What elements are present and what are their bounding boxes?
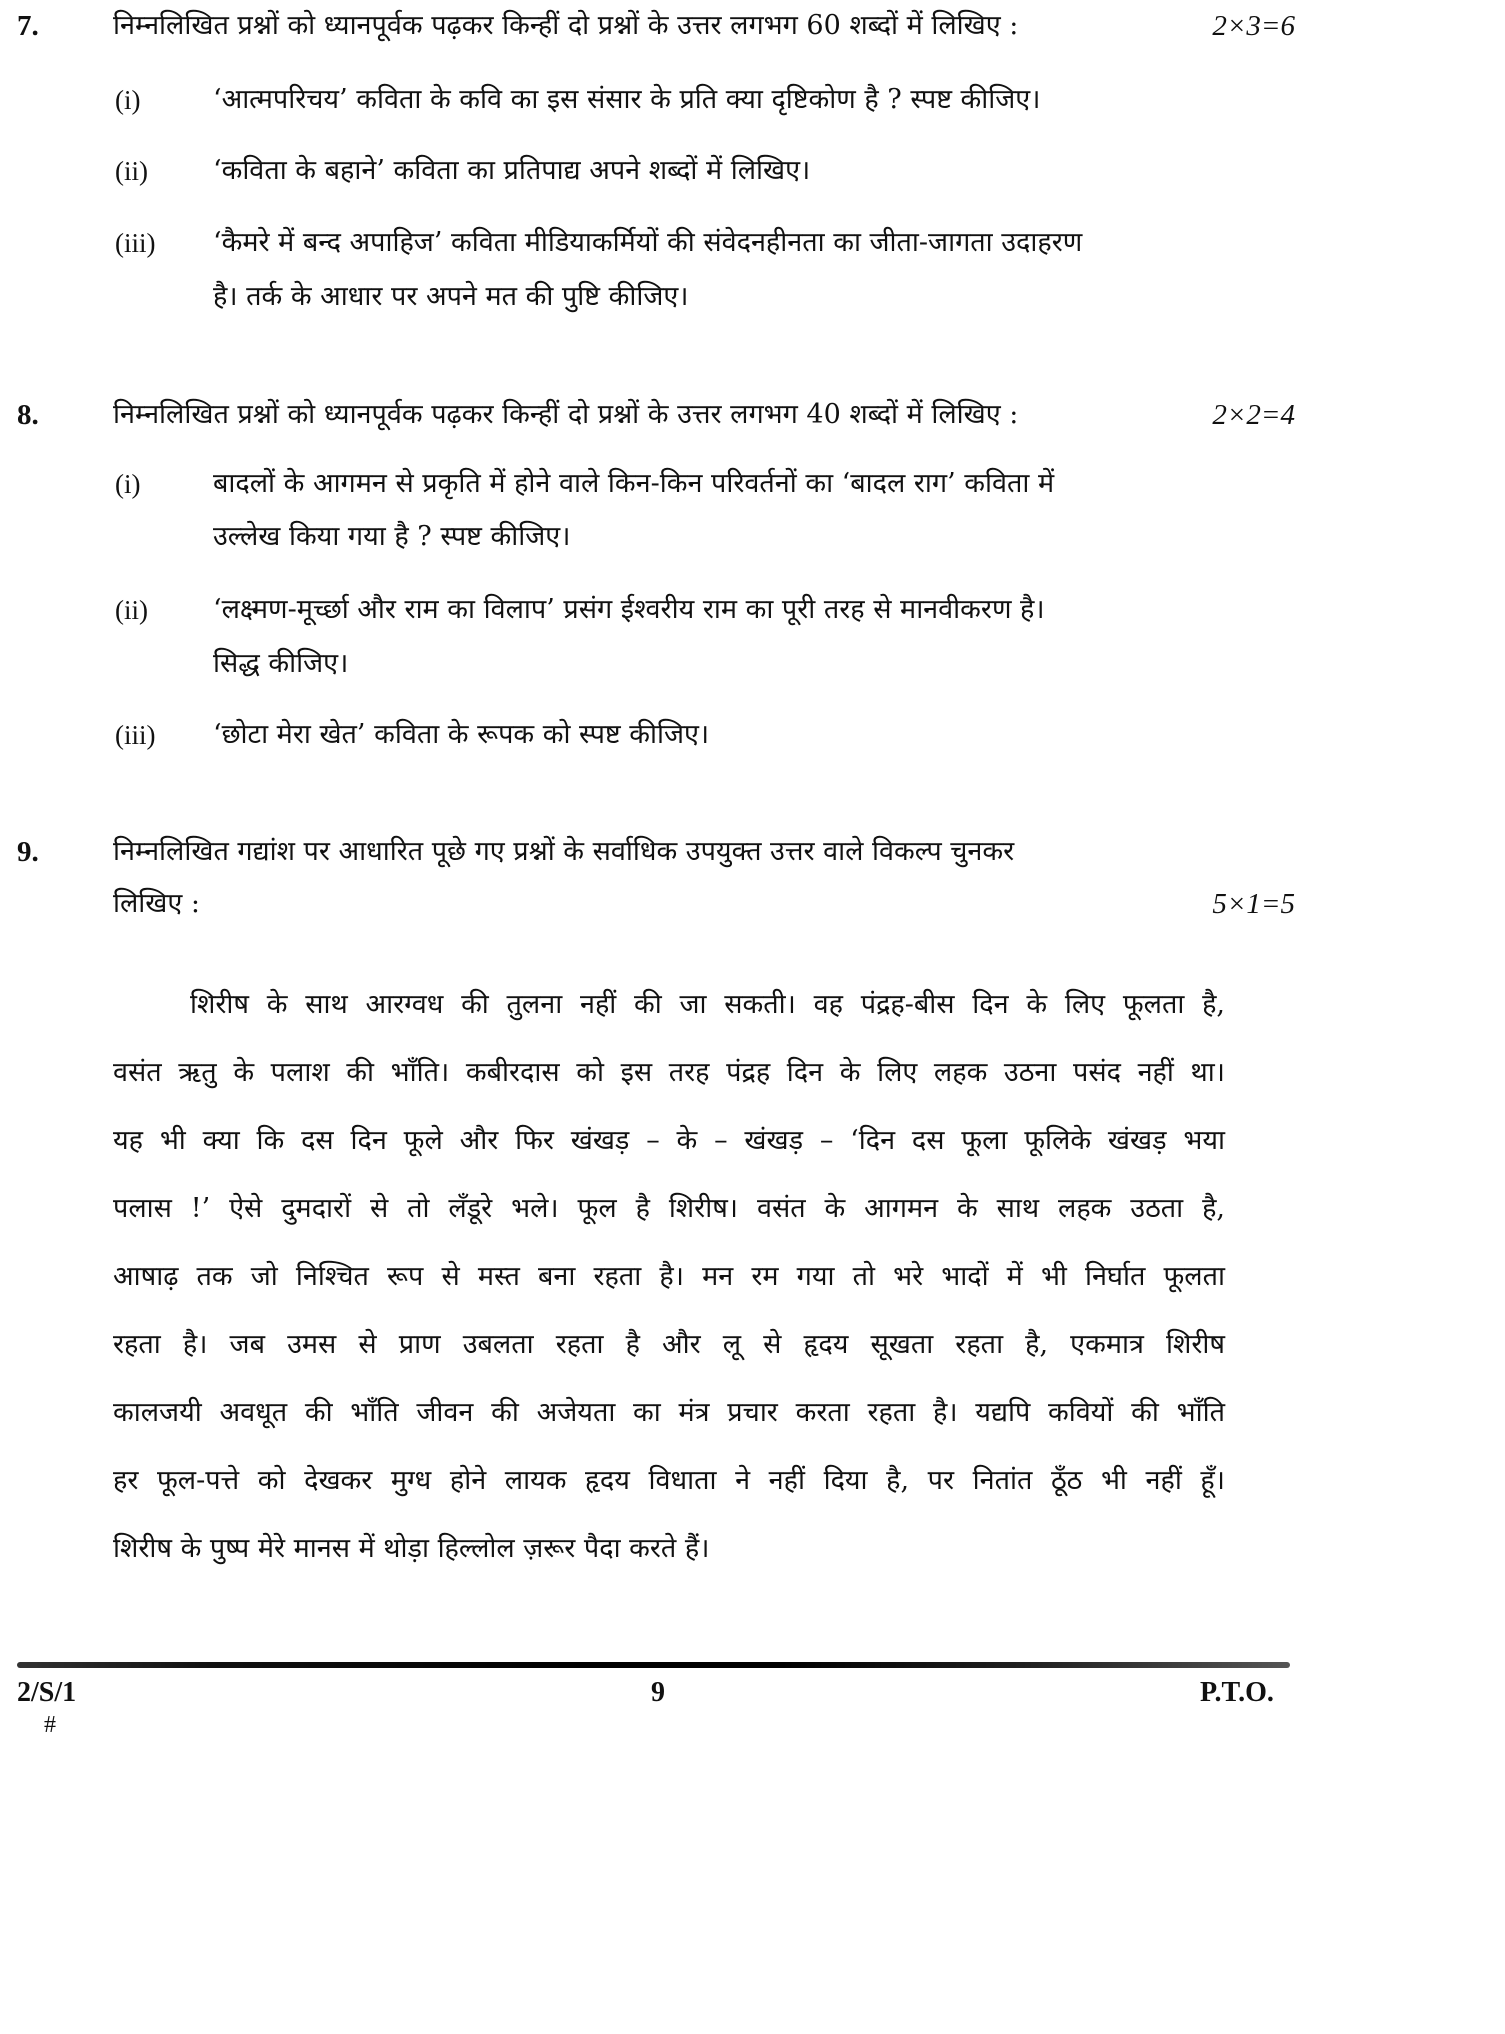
item-text: ‘आत्मपरिचय’ कविता के कवि का इस संसार के प्रति क्या दृष्टिकोण है ? स्पष्ट कीजिए। <box>213 84 1041 115</box>
question-instruction-continuation: लिखिए : <box>113 888 200 919</box>
item-text: ‘छोटा मेरा खेत’ कविता के रूपक को स्पष्ट कीजिए। <box>213 719 710 750</box>
item-label: (i) <box>115 469 141 499</box>
item-text-continuation: सिद्ध कीजिए। <box>213 648 349 679</box>
item-label: (ii) <box>115 595 148 625</box>
passage-line: हर फूल-पत्ते को देखकर मुग्ध होने लायक हृदय विधाता ने नहीं दिया है, पर नितांत ठूँठ भी नहीं हूँ। <box>113 1465 1225 1496</box>
marks-label: 2×3=6 <box>1212 10 1295 42</box>
question-number: 7. <box>17 10 39 42</box>
item-text: ‘लक्ष्मण-मूर्च्छा और राम का विलाप’ प्रसंग ईश्वरीय राम का पूरी तरह से मानवीकरण है। <box>213 594 1045 625</box>
item-text-continuation: उल्लेख किया गया है ? स्पष्ट कीजिए। <box>213 521 571 552</box>
marks-label: 5×1=5 <box>1212 888 1295 920</box>
page-number: 9 <box>651 1677 665 1708</box>
item-label: (ii) <box>115 156 148 186</box>
item-label: (i) <box>115 85 141 115</box>
question-instruction: निम्नलिखित प्रश्नों को ध्यानपूर्वक पढ़कर किन्हीं दो प्रश्नों के उत्तर लगभग 60 शब्दों में लिखिए : <box>113 10 1019 41</box>
question-instruction: निम्नलिखित गद्यांश पर आधारित पूछे गए प्रश्नों के सर्वाधिक उपयुक्त उत्तर वाले विकल्प चुनकर <box>113 836 1015 867</box>
marks-label: 2×2=4 <box>1212 399 1295 431</box>
hash-mark: # <box>44 1712 56 1738</box>
passage-line: वसंत ऋतु के पलाश की भाँति। कबीरदास को इस तरह पंद्रह दिन के लिए लहक उठना पसंद नहीं था। <box>113 1057 1225 1088</box>
item-text: ‘कविता के बहाने’ कविता का प्रतिपाद्य अपने शब्दों में लिखिए। <box>213 155 811 186</box>
question-number: 8. <box>17 399 39 431</box>
passage-line: शिरीष के साथ आरग्वध की तुलना नहीं की जा सकती। वह पंद्रह-बीस दिन के लिए फूलता है, <box>190 989 1225 1020</box>
question-instruction: निम्नलिखित प्रश्नों को ध्यानपूर्वक पढ़कर किन्हीं दो प्रश्नों के उत्तर लगभग 40 शब्दों में लिखिए : <box>113 399 1019 430</box>
item-label: (iii) <box>115 720 156 750</box>
item-text-continuation: है। तर्क के आधार पर अपने मत की पुष्टि कीजिए। <box>213 281 689 312</box>
passage-line: कालजयी अवधूत की भाँति जीवन की अजेयता का मंत्र प्रचार करता रहता है। यद्यपि कवियों की भाँति <box>113 1397 1225 1428</box>
item-label: (iii) <box>115 228 156 258</box>
pto-label: P.T.O. <box>1200 1677 1274 1708</box>
question-number: 9. <box>17 836 39 868</box>
passage-line: रहता है। जब उमस से प्राण उबलता रहता है और लू से हृदय सूखता रहता है, एकमात्र शिरीष <box>113 1329 1225 1360</box>
item-text: बादलों के आगमन से प्रकृति में होने वाले किन-किन परिवर्तनों का ‘बादल राग’ कविता में <box>213 468 1055 499</box>
passage-line: आषाढ़ तक जो निश्चित रूप से मस्त बना रहता है। मन रम गया तो भरे भादों में भी निर्घात फूलता <box>113 1261 1225 1292</box>
passage-line: यह भी क्या कि दस दिन फूले और फिर खंखड़ – के – खंखड़ – ‘दिन दस फूला फूलिके खंखड़ भया <box>113 1125 1225 1156</box>
footer-rule <box>17 1662 1290 1668</box>
passage-line: शिरीष के पुष्प मेरे मानस में थोड़ा हिल्लोल ज़रूर पैदा करते हैं। <box>113 1533 710 1564</box>
paper-code: 2/S/1 <box>17 1677 77 1708</box>
item-text: ‘कैमरे में बन्द अपाहिज’ कविता मीडियाकर्मियों की संवेदनहीनता का जीता-जागता उदाहरण <box>213 227 1083 258</box>
passage-line: पलास !’ ऐसे दुमदारों से तो लँडूरे भले। फूल है शिरीष। वसंत के आगमन के साथ लहक उठता है, <box>113 1193 1225 1224</box>
